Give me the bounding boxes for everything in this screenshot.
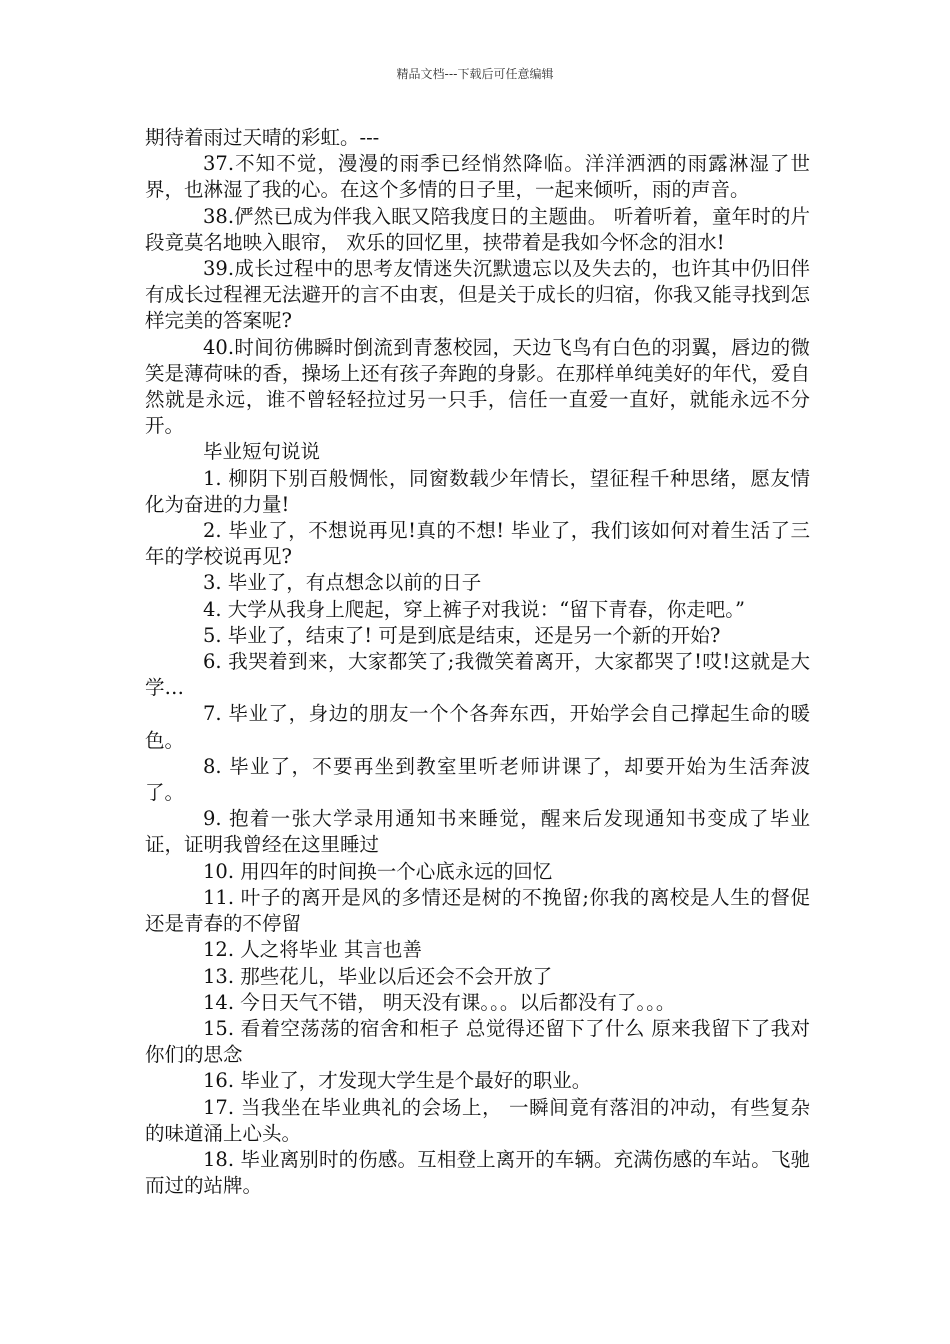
paragraph: 1. 柳阴下别百般惆怅，同窗数载少年情长，望征程千种思绪，愿友情化为奋进的力量! bbox=[145, 466, 810, 516]
paragraph: 6. 我哭着到来，大家都笑了;我微笑着离开，大家都哭了!哎!这就是大学… bbox=[145, 650, 810, 700]
paragraph: 10. 用四年的时间换一个心底永远的回忆 bbox=[203, 859, 553, 883]
paragraph: 11. 叶子的离开是风的多情还是树的不挽留;你我的离校是人生的督促还是青春的不停留 bbox=[145, 885, 810, 936]
paragraph: 15. 看着空荡荡的宿舍和柜子 总觉得还留下了什么 原来我留下了我对你们的思念 bbox=[145, 1016, 810, 1067]
paragraph: 2. 毕业了，不想说再见!真的不想! 毕业了，我们该如何对着生活了三年的学校说再见? bbox=[145, 519, 810, 569]
paragraph: 40.时间彷佛瞬时倒流到青葱校园，天边飞鸟有白色的羽翼，唇边的微笑是薄荷味的香，操场上还有孩子奔跑的身影。在那样单纯美好的年代，爱自然就是永远，谁不曾轻轻拉过另一只手，信任一直爱一直好，就能永远不分开。 bbox=[145, 335, 810, 438]
paragraph: 3. 毕业了，有点想念以前的日子 bbox=[203, 571, 482, 595]
paragraph: 12. 人之将毕业 其言也善 bbox=[203, 938, 422, 962]
paragraph: 14. 今日天气不错， 明天没有课。。。以后都没有了。。。 bbox=[203, 990, 676, 1014]
paragraph: 9. 抱着一张大学录用通知书来睡觉，醒来后发现通知书变成了毕业证，证明我曾经在这里睡过 bbox=[145, 807, 810, 857]
paragraph: 37.不知不觉，漫漫的雨季已经悄然降临。洋洋洒洒的雨露淋湿了世界，也淋湿了我的心。在这个多情的日子里，一起来倾听，雨的声音。 bbox=[145, 152, 810, 202]
section-heading: 毕业短句说说 bbox=[203, 440, 321, 464]
paragraph: 4. 大学从我身上爬起，穿上裤子对我说：“留下青春，你走吧。” bbox=[203, 597, 745, 621]
paragraph: 16. 毕业了，才发现大学生是个最好的职业。 bbox=[203, 1069, 592, 1093]
paragraph: 17. 当我坐在毕业典礼的会场上， 一瞬间竟有落泪的冲动，有些复杂的味道涌上心头。 bbox=[145, 1095, 810, 1145]
paragraph: 18. 毕业离别时的伤感。互相登上离开的车辆。充满伤感的车站。飞驰而过的站牌。 bbox=[145, 1147, 810, 1198]
paragraph: 期待着雨过天晴的彩虹。--- bbox=[145, 126, 380, 149]
paragraph: 8. 毕业了，不要再坐到教室里听老师讲课了，却要开始为生活奔波了。 bbox=[145, 754, 810, 805]
document-body bbox=[145, 125, 810, 1199]
page-header: 精品文档---下载后可任意编辑 bbox=[396, 67, 554, 81]
paragraph: 5. 毕业了，结束了! 可是到底是结束，还是另一个新的开始? bbox=[203, 623, 721, 647]
paragraph: 38.俨然已成为伴我入眠又陪我度日的主题曲。 听着听着，童年时的片段竟莫名地映入眼帘， 欢乐的回忆里，挟带着是我如今怀念的泪水! bbox=[145, 204, 810, 254]
paragraph: 39.成长过程中的思考友情迷失沉默遗忘以及失去的，也许其中仍旧伴有成长过程裡无法避开的言不由衷，但是关于成长的归宿，你我又能寻找到怎样完美的答案呢? bbox=[145, 257, 810, 333]
paragraph: 13. 那些花儿，毕业以后还会不会开放了 bbox=[203, 964, 553, 988]
paragraph: 7. 毕业了，身边的朋友一个个各奔东西，开始学会自己撑起生命的暖色。 bbox=[145, 702, 810, 752]
